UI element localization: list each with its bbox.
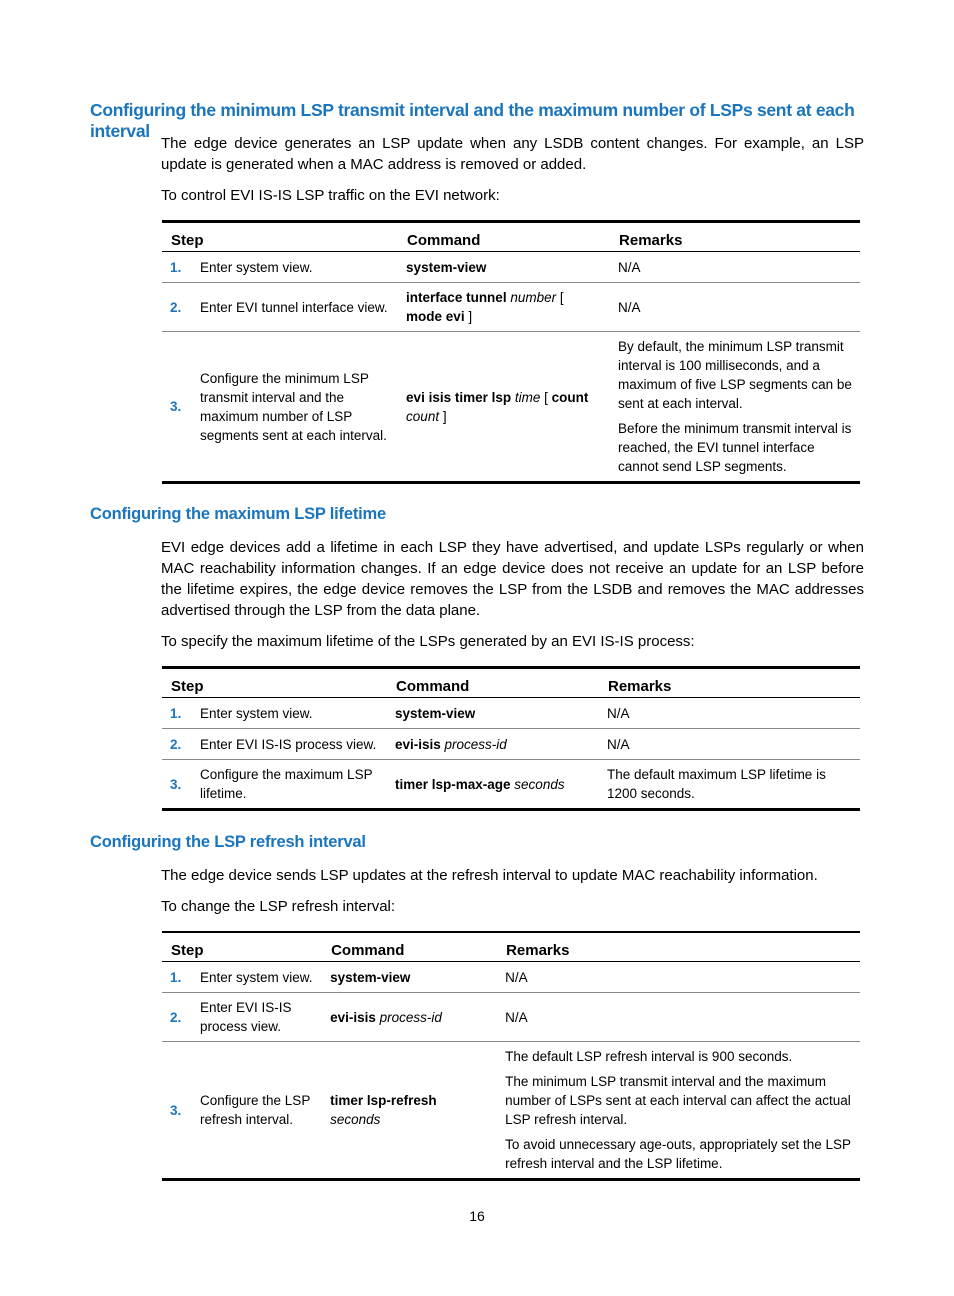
command: timer lsp-refresh seconds [322,1042,497,1180]
command: system-view [394,705,476,721]
col-header-step: Step [162,932,322,962]
step-description: Enter EVI tunnel interface view. [192,283,398,332]
config-table [162,931,860,1181]
paragraph: The edge device sends LSP updates at the refresh interval to update MAC reachability information. [161,867,818,884]
step-description: Configure the LSP refresh interval. [192,1042,322,1180]
table-row [162,283,860,332]
step-number: 1. [170,259,182,275]
remarks: N/A [606,705,630,721]
step-number: 3. [162,1042,192,1180]
col-header-command: Command [322,932,497,962]
col-header-step: Step [162,222,398,252]
remarks: The default LSP refresh interval is 900 seconds. The minimum LSP transmit interval and the maximum number of LSPs sent at each interval can affect the actual LSP refresh interval. To avoid unnecessary age-outs, appropriately set the LSP refresh interval and the LSP lifetime. [497,1042,860,1180]
command: evi-isis process-id [322,993,497,1042]
col-header-remarks: Remarks [599,668,860,698]
table-row [162,993,860,1042]
command: evi isis timer lsp time [ count count ] [398,332,610,483]
config-table [162,666,860,811]
table-row [162,252,860,283]
config-table [162,220,860,484]
step-description: Enter EVI IS-IS process view. [192,729,387,760]
remarks: The default maximum LSP lifetime is 1200 seconds. [599,760,860,810]
command: system-view [406,259,487,275]
section-heading-max-lsp-lifetime: Configuring the maximum LSP lifetime [90,505,386,523]
col-header-command: Command [398,222,610,252]
command: timer lsp-max-age seconds [387,760,599,810]
step-description: Enter system view. [200,705,313,721]
paragraph: To change the LSP refresh interval: [161,898,396,915]
table-row [162,729,860,760]
step-number: 3. [162,760,192,810]
table-row [162,332,860,483]
paragraph: To specify the maximum lifetime of the LSPs generated by an EVI IS-IS process: [161,633,695,650]
step-description: Enter system view. [200,259,313,275]
table-row [162,1042,860,1180]
step-number: 2. [162,283,192,332]
col-header-command: Command [387,668,599,698]
section-heading-lsp-refresh-interval: Configuring the LSP refresh interval [90,833,366,851]
paragraph: The edge device generates an LSP update when any LSDB content changes. For example, an LSP update is generated when a MAC address is removed or added. [161,135,864,173]
remarks: N/A [610,283,860,332]
step-description: Configure the minimum LSP transmit interval and the maximum number of LSP segments sent at each interval. [192,332,398,483]
remarks: N/A [497,993,860,1042]
table-row [162,698,860,729]
col-header-remarks: Remarks [497,932,860,962]
col-header-remarks: Remarks [610,222,860,252]
step-description: Enter EVI IS-IS process view. [192,993,322,1042]
col-header-step: Step [162,668,387,698]
remarks: N/A [618,259,641,275]
step-number: 1. [170,705,182,721]
page-number: 16 [469,1208,485,1224]
remarks: N/A [505,969,528,985]
step-description: Enter system view. [200,969,313,985]
table-row [162,760,860,810]
step-number: 2. [162,729,192,760]
paragraph: EVI edge devices add a lifetime in each LSP they have advertised, and update LSPs regularly or when MAC reachability information changes. If an edge device does not receive an update for an LSP before the lifetime expires, the edge device removes the LSP from the LSDB and removes the MAC addresses advertised through the LSP from the data plane. [161,539,864,619]
section-heading-lsp-transmit-interval: Configuring the minimum LSP transmit interval and the maximum number of LSPs sent at each interval [90,100,855,141]
step-description: Configure the maximum LSP lifetime. [192,760,387,810]
step-number: 1. [170,969,182,985]
paragraph: To control EVI IS-IS LSP traffic on the EVI network: [161,187,500,204]
table-row [162,962,860,993]
command: interface tunnel number [ mode evi ] [398,283,610,332]
step-number: 3. [162,332,192,483]
remarks: By default, the minimum LSP transmit interval is 100 milliseconds, and a maximum of five LSP segments can be sent at each interval. Before the minimum transmit interval is reached, the EVI tunnel interface cannot send LSP segments. [610,332,860,483]
step-number: 2. [162,993,192,1042]
command: evi-isis process-id [387,729,599,760]
remarks: N/A [599,729,860,760]
command: system-view [330,969,411,985]
